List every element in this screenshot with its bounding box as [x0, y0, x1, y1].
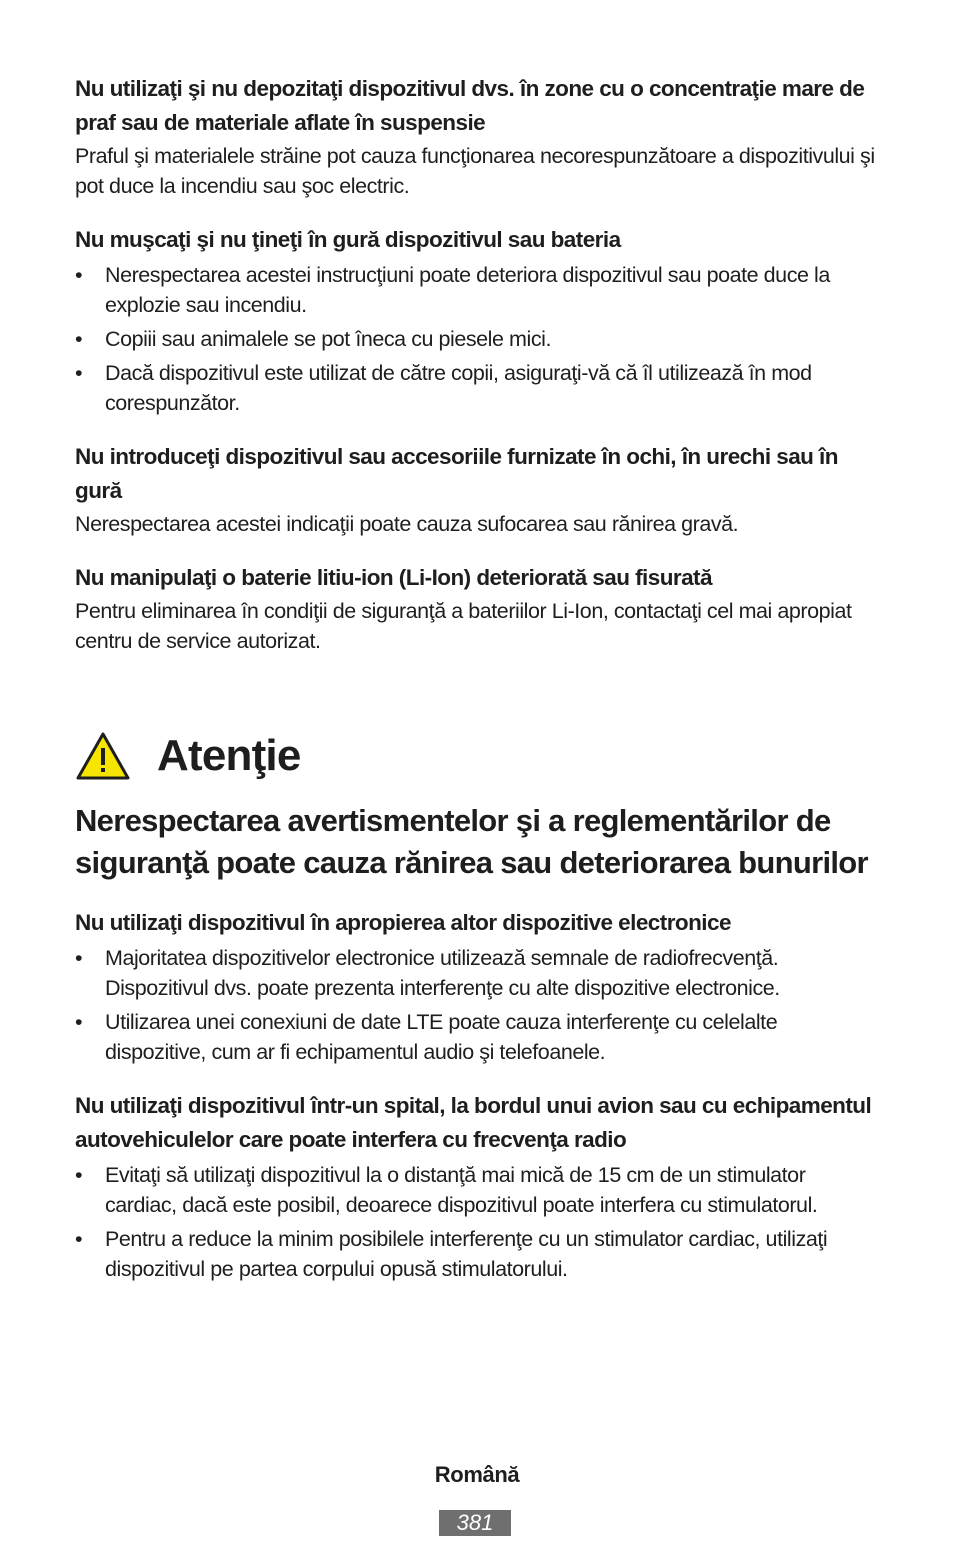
list-item: • Utilizarea unei conexiuni de date LTE poate cauza interferenţe cu celelalte dispozitive, cum ar fi echipamentul audio şi telefoanele. [75, 1007, 880, 1067]
bullet-dot: • [75, 327, 83, 351]
section-heading: Nu muşcaţi şi nu ţineţi în gură dispozitivul sau bateria [75, 227, 621, 252]
caution-subtitle: Nerespectarea avertismentelor şi a reglementărilor de siguranţă poate cauza rănirea sau deteriorarea bunurilor [75, 803, 868, 880]
bullet-list [75, 943, 880, 1067]
section-body: Pentru eliminarea în condiţii de siguranţă a bateriilor Li-Ion, contactaţi cel mai apropiat centru de service autorizat. [75, 599, 852, 653]
warning-triangle-icon [75, 731, 131, 781]
page-content [75, 72, 880, 1306]
page-number-badge: 381 [439, 1510, 511, 1536]
section-heading: Nu utilizaţi dispozitivul într-un spital, la bordul unui avion sau cu echipamentul autovehiculelor care poate interfera cu frecvenţa radio [75, 1093, 872, 1152]
caution-title-row [75, 726, 880, 786]
section-heading: Nu utilizaţi dispozitivul în apropierea altor dispozitive electronice [75, 910, 731, 935]
section-heading: Nu introduceţi dispozitivul sau accesoriile furnizate în ochi, în urechi sau în gură [75, 444, 838, 503]
section-battery-warning [75, 561, 880, 656]
caution-title: Atenţie [157, 731, 301, 780]
bullet-dot: • [75, 1163, 83, 1187]
section-body: Praful şi materialele străine pot cauza funcţionarea necorespunzătoare a dispozitivului şi pot duce la incendiu sau şoc electric. [75, 144, 875, 198]
section-electronics-warning [75, 906, 880, 1067]
section-body: Nerespectarea acestei indicaţii poate cauza sufocarea sau rănirea gravă. [75, 512, 739, 536]
footer-language: Română [434, 1462, 520, 1487]
section-bite-warning [75, 223, 880, 418]
bullet-dot: • [75, 1227, 83, 1251]
bullet-list [75, 260, 880, 418]
bullet-dot: • [75, 263, 83, 287]
section-heading: Nu manipulaţi o baterie litiu-ion (Li-Ion) deteriorată sau fisurată [75, 565, 712, 590]
list-item: • Majoritatea dispozitivelor electronice utilizează semnale de radiofrecvenţă. Dispozitivul dvs. poate prezenta interferenţe cu alte dispozitive electronice. [75, 943, 880, 1003]
list-item: • Pentru a reduce la minim posibilele interferenţe cu un stimulator cardiac, utilizaţi dispozitivul pe partea corpului opusă stimulatorului. [75, 1224, 880, 1284]
section-insert-warning [75, 440, 880, 539]
list-item: • Dacă dispozitivul este utilizat de către copii, asiguraţi-vă că îl utilizează în mod corespunzător. [75, 358, 880, 418]
bullet-dot: • [75, 361, 83, 385]
list-item: • Evitaţi să utilizaţi dispozitivul la o distanţă mai mică de 15 cm de un stimulator cardiac, dacă este posibil, deoarece dispozitivul poate interfera cu stimulatorul. [75, 1160, 880, 1220]
section-dust-warning [75, 72, 880, 201]
list-item: • Nerespectarea acestei instrucţiuni poate deteriora dispozitivul sau poate duce la explozie sau incendiu. [75, 260, 880, 320]
section-hospital-warning [75, 1089, 880, 1284]
bullet-dot: • [75, 946, 83, 970]
bullet-list [75, 1160, 880, 1284]
bullet-dot: • [75, 1010, 83, 1034]
list-item: • Copiii sau animalele se pot îneca cu piesele mici. [75, 324, 880, 354]
section-heading: Nu utilizaţi şi nu depozitaţi dispozitivul dvs. în zone cu o concentraţie mare de praf sau de materiale aflate în suspensie [75, 76, 865, 135]
